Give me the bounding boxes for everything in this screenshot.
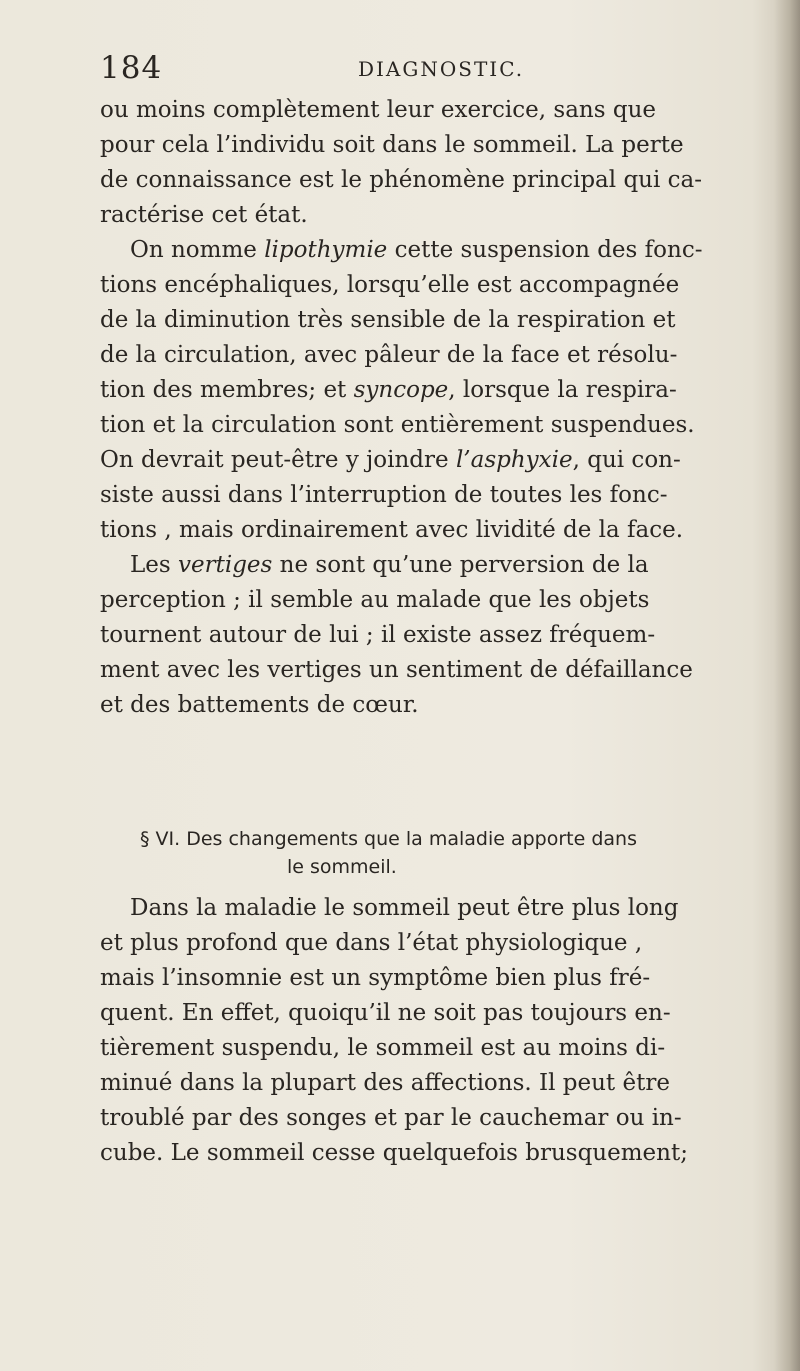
text-span: On devrait peut-être y joindre l’asphyxie, qui con-: [100, 447, 681, 473]
running-head: DIAGNOSTIC.: [358, 57, 525, 81]
text-line: [100, 198, 740, 233]
italic-term: lipothymie: [264, 237, 388, 263]
text-line: [100, 93, 740, 128]
text-line: [100, 268, 740, 303]
text-span: tions encéphaliques, lorsqu’elle est accompagnée: [100, 272, 680, 298]
italic-term: vertiges: [178, 552, 273, 578]
text-span: perception ; il semble au malade que les objets: [100, 587, 650, 613]
text-line: [100, 961, 740, 996]
text-span: mais l’insomnie est un symptôme bien plus fré-: [100, 965, 651, 991]
page-edge-shadow: [774, 0, 800, 1371]
text-span: On nomme lipothymie cette suspension des fonc-: [130, 237, 703, 263]
page-number: 184: [100, 50, 163, 86]
text-span: tournent autour de lui ; il existe assez fréquem-: [100, 622, 656, 648]
text-span: Les vertiges ne sont qu’une perversion de la: [130, 552, 649, 578]
text-span: et des battements de cœur.: [100, 692, 419, 718]
text-span: troublé par des songes et par le cauchemar ou in-: [100, 1105, 682, 1131]
text-span: pour cela l’individu soit dans le sommeil. La perte: [100, 132, 684, 158]
section-title-line: le sommeil.: [287, 856, 397, 878]
text-line: [100, 478, 740, 513]
text-line: [100, 548, 740, 583]
text-span: de la circulation, avec pâleur de la face et résolu-: [100, 342, 678, 368]
text-line: [100, 1136, 740, 1171]
text-line: [100, 653, 740, 688]
text-line: [100, 891, 740, 926]
text-line: [100, 926, 740, 961]
text-line: [100, 1031, 740, 1066]
text-line: [100, 996, 740, 1031]
section-title-line: § VI. Des changements que la maladie apporte dans: [140, 828, 637, 850]
text-span: siste aussi dans l’interruption de toutes les fonc-: [100, 482, 668, 508]
text-line: [100, 618, 740, 653]
text-line: [100, 513, 740, 548]
text-span: tion et la circulation sont entièrement suspendues.: [100, 412, 695, 438]
text-span: tions , mais ordinairement avec lividité de la face.: [100, 517, 684, 543]
italic-term: l’asphyxie: [455, 447, 573, 473]
section-heading: [140, 825, 700, 881]
text-line: [100, 1101, 740, 1136]
text-span: de connaissance est le phénomène principal qui ca-: [100, 167, 703, 193]
text-line: [100, 583, 740, 618]
text-span: ractérise cet état.: [100, 202, 308, 228]
text-span: minué dans la plupart des affections. Il peut être: [100, 1070, 670, 1096]
text-line: [100, 443, 740, 478]
text-span: cube. Le sommeil cesse quelquefois brusquement;: [100, 1140, 688, 1166]
text-line: [100, 303, 740, 338]
page-header: [100, 50, 740, 90]
text-span: et plus profond que dans l’état physiologique ,: [100, 930, 643, 956]
text-span: Dans la maladie le sommeil peut être plus long: [130, 895, 679, 921]
text-span: ment avec les vertiges un sentiment de défaillance: [100, 657, 693, 683]
text-line: [100, 233, 740, 268]
text-line: [100, 688, 740, 723]
text-span: quent. En effet, quoiqu’il ne soit pas toujours en-: [100, 1000, 671, 1026]
body-text-upper: [100, 93, 740, 723]
body-text-lower: [100, 891, 740, 1171]
text-span: tièrement suspendu, le sommeil est au moins di-: [100, 1035, 666, 1061]
text-line: [100, 128, 740, 163]
text-line: [100, 163, 740, 198]
text-line: [100, 408, 740, 443]
text-line: [100, 373, 740, 408]
text-line: [100, 338, 740, 373]
text-span: de la diminution très sensible de la respiration et: [100, 307, 676, 333]
text-span: tion des membres; et syncope, lorsque la respira-: [100, 377, 677, 403]
text-span: ou moins complètement leur exercice, sans que: [100, 97, 656, 123]
text-line: [100, 1066, 740, 1101]
italic-term: syncope: [353, 377, 449, 403]
